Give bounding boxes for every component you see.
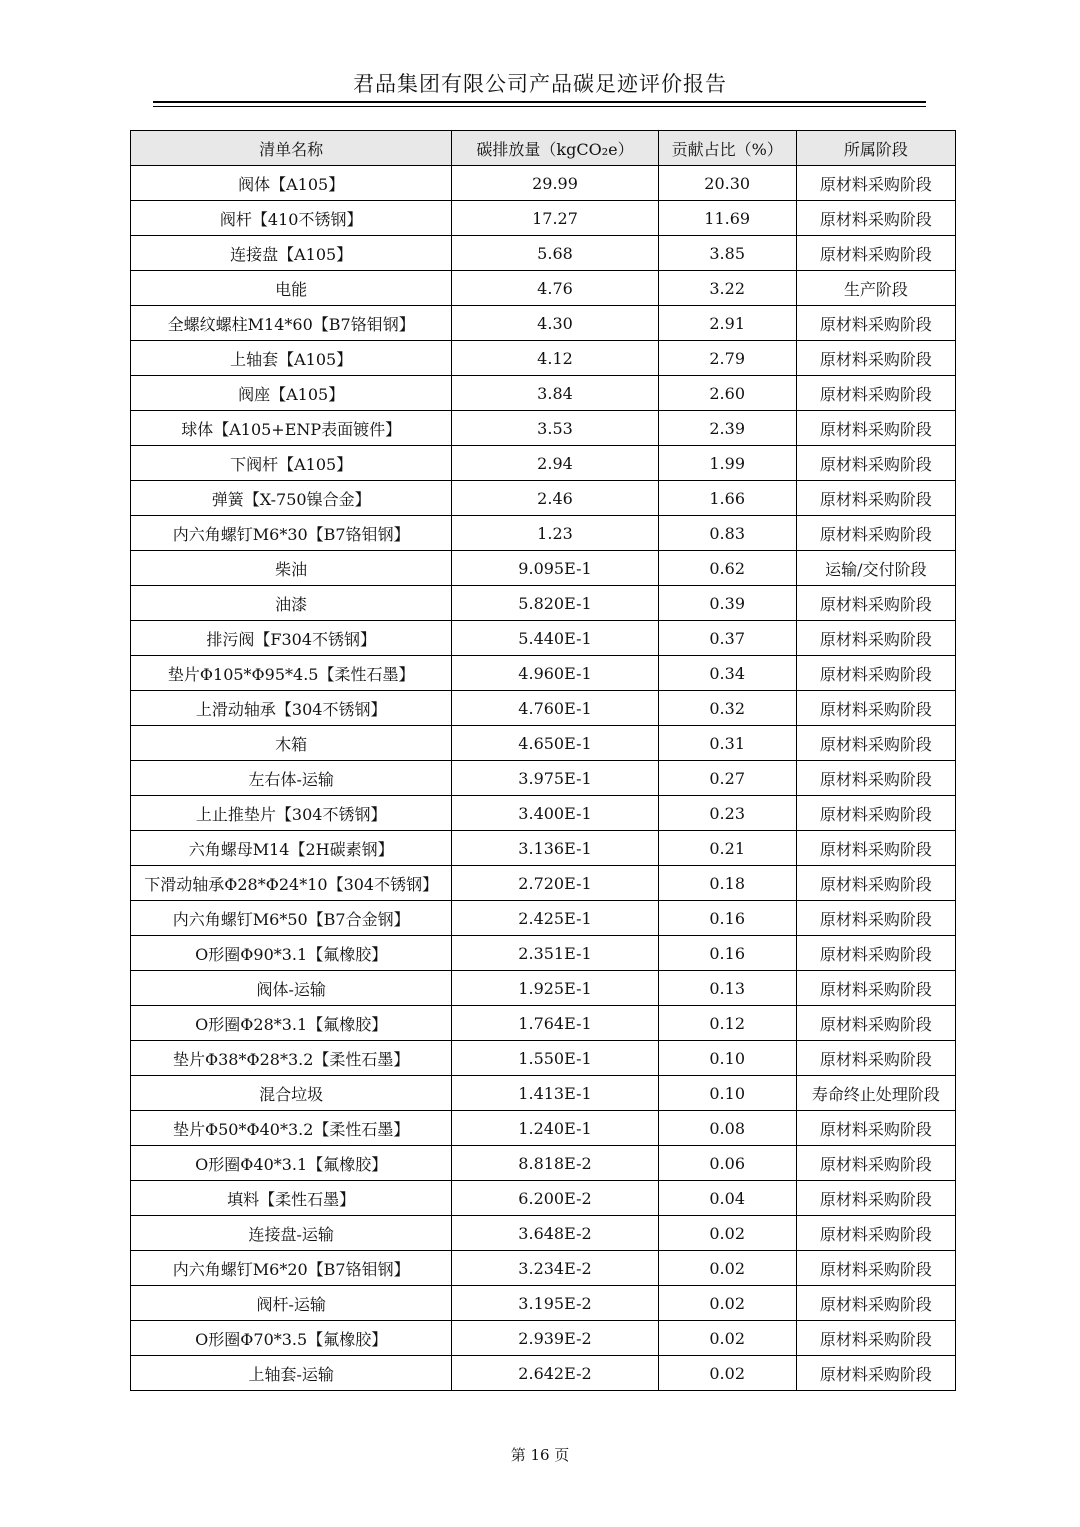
stage-cell: 原材料采购阶段 [796,971,955,1006]
stage-cell: 原材料采购阶段 [796,1111,955,1146]
stage-cell: 原材料采购阶段 [796,201,955,236]
share-cell: 0.31 [658,726,796,761]
stage-cell: 原材料采购阶段 [796,796,955,831]
table-row [131,341,956,376]
item-name-cell: 阀体【A105】 [131,166,452,201]
emission-cell: 3.195E-2 [452,1286,658,1321]
item-name-cell: 垫片Φ38*Φ28*3.2【柔性石墨】 [131,1041,452,1076]
stage-cell: 原材料采购阶段 [796,1181,955,1216]
share-cell: 0.18 [658,866,796,901]
share-cell: 0.21 [658,831,796,866]
table-row [131,1076,956,1111]
share-cell: 0.32 [658,691,796,726]
emission-cell: 2.425E-1 [452,901,658,936]
stage-cell: 原材料采购阶段 [796,1321,955,1356]
emission-cell: 4.650E-1 [452,726,658,761]
table-row [131,1286,956,1321]
stage-cell: 原材料采购阶段 [796,481,955,516]
item-name-cell: 上滑动轴承【304不锈钢】 [131,691,452,726]
item-name-cell: 阀座【A105】 [131,376,452,411]
inventory-table [130,130,956,1391]
table-row [131,796,956,831]
emission-cell: 1.23 [452,516,658,551]
table-row [131,446,956,481]
share-cell: 0.06 [658,1146,796,1181]
stage-cell: 原材料采购阶段 [796,1216,955,1251]
item-name-cell: 垫片Φ50*Φ40*3.2【柔性石墨】 [131,1111,452,1146]
table-row [131,551,956,586]
stage-cell: 寿命终止处理阶段 [796,1076,955,1111]
report-title: 君品集团有限公司产品碳足迹评价报告 [353,72,727,96]
stage-cell: 运输/交付阶段 [796,551,955,586]
stage-cell: 原材料采购阶段 [796,306,955,341]
stage-cell: 原材料采购阶段 [796,236,955,271]
header-rule-thick [153,101,926,103]
item-name-cell: 油漆 [131,586,452,621]
emission-cell: 4.12 [452,341,658,376]
share-cell: 0.12 [658,1006,796,1041]
stage-cell: 原材料采购阶段 [796,446,955,481]
item-name-cell: 木箱 [131,726,452,761]
stage-cell: 原材料采购阶段 [796,586,955,621]
share-cell: 0.34 [658,656,796,691]
share-cell: 0.02 [658,1251,796,1286]
table-row [131,761,956,796]
item-name-cell: O形圈Φ90*3.1【氟橡胶】 [131,936,452,971]
emission-cell: 4.30 [452,306,658,341]
table-row [131,271,956,306]
stage-cell: 原材料采购阶段 [796,516,955,551]
share-cell: 0.16 [658,936,796,971]
emission-cell: 3.975E-1 [452,761,658,796]
emission-cell: 5.820E-1 [452,586,658,621]
header-row [131,131,956,166]
item-name-cell: 电能 [131,271,452,306]
item-name-cell: 阀杆-运输 [131,1286,452,1321]
table-row [131,481,956,516]
emission-cell: 4.76 [452,271,658,306]
share-cell: 0.02 [658,1216,796,1251]
table-row [131,691,956,726]
table-row [131,1146,956,1181]
stage-cell: 原材料采购阶段 [796,1356,955,1391]
stage-cell: 原材料采购阶段 [796,166,955,201]
share-cell: 0.23 [658,796,796,831]
emission-cell: 8.818E-2 [452,1146,658,1181]
header-stage: 所属阶段 [796,131,955,166]
emission-cell: 2.642E-2 [452,1356,658,1391]
table-body [131,166,956,1391]
share-cell: 11.69 [658,201,796,236]
stage-cell: 原材料采购阶段 [796,726,955,761]
item-name-cell: 内六角螺钉M6*20【B7铬钼钢】 [131,1251,452,1286]
emission-cell: 2.720E-1 [452,866,658,901]
stage-cell: 原材料采购阶段 [796,1006,955,1041]
header-rule-thin [153,106,926,107]
item-name-cell: O形圈Φ28*3.1【氟橡胶】 [131,1006,452,1041]
emission-cell: 2.94 [452,446,658,481]
emission-cell: 4.960E-1 [452,656,658,691]
table-row [131,726,956,761]
table-row [131,831,956,866]
table-row [131,971,956,1006]
share-cell: 2.91 [658,306,796,341]
share-cell: 1.66 [658,481,796,516]
emission-cell: 2.939E-2 [452,1321,658,1356]
share-cell: 20.30 [658,166,796,201]
emission-cell: 1.240E-1 [452,1111,658,1146]
emission-cell: 2.46 [452,481,658,516]
stage-cell: 原材料采购阶段 [796,1146,955,1181]
stage-cell: 原材料采购阶段 [796,866,955,901]
emission-cell: 1.413E-1 [452,1076,658,1111]
share-cell: 0.16 [658,901,796,936]
share-cell: 0.27 [658,761,796,796]
item-name-cell: 球体【A105+ENP表面镀件】 [131,411,452,446]
item-name-cell: 排污阀【F304不锈钢】 [131,621,452,656]
item-name-cell: 阀体-运输 [131,971,452,1006]
share-cell: 0.10 [658,1076,796,1111]
table-header [131,131,956,166]
table-row [131,586,956,621]
table-row [131,1181,956,1216]
emission-cell: 9.095E-1 [452,551,658,586]
table-row [131,866,956,901]
share-cell: 2.39 [658,411,796,446]
table-row [131,166,956,201]
table-row [131,1251,956,1286]
stage-cell: 原材料采购阶段 [796,831,955,866]
stage-cell: 原材料采购阶段 [796,1041,955,1076]
share-cell: 0.02 [658,1286,796,1321]
stage-cell: 生产阶段 [796,271,955,306]
share-cell: 0.39 [658,586,796,621]
emission-cell: 1.925E-1 [452,971,658,1006]
item-name-cell: 柴油 [131,551,452,586]
share-cell: 0.13 [658,971,796,1006]
item-name-cell: 连接盘【A105】 [131,236,452,271]
emission-cell: 5.440E-1 [452,621,658,656]
page-number: 第 16 页 [510,1446,570,1464]
item-name-cell: 内六角螺钉M6*50【B7合金钢】 [131,901,452,936]
emission-cell: 4.760E-1 [452,691,658,726]
share-cell: 0.10 [658,1041,796,1076]
emission-cell: 6.200E-2 [452,1181,658,1216]
share-cell: 1.99 [658,446,796,481]
stage-cell: 原材料采购阶段 [796,901,955,936]
item-name-cell: 下阀杆【A105】 [131,446,452,481]
item-name-cell: 阀杆【410不锈钢】 [131,201,452,236]
emission-cell: 1.550E-1 [452,1041,658,1076]
share-cell: 0.04 [658,1181,796,1216]
emission-cell: 2.351E-1 [452,936,658,971]
share-cell: 0.37 [658,621,796,656]
table-row [131,236,956,271]
item-name-cell: 填料【柔性石墨】 [131,1181,452,1216]
stage-cell: 原材料采购阶段 [796,691,955,726]
stage-cell: 原材料采购阶段 [796,341,955,376]
table-row [131,376,956,411]
item-name-cell: 弹簧【X-750镍合金】 [131,481,452,516]
header-share: 贡献占比（%） [658,131,796,166]
stage-cell: 原材料采购阶段 [796,376,955,411]
item-name-cell: 下滑动轴承Φ28*Φ24*10【304不锈钢】 [131,866,452,901]
emission-cell: 3.53 [452,411,658,446]
item-name-cell: 六角螺母M14【2H碳素钢】 [131,831,452,866]
table-row [131,516,956,551]
table-row [131,936,956,971]
table-row [131,621,956,656]
share-cell: 0.62 [658,551,796,586]
emission-cell: 3.400E-1 [452,796,658,831]
share-cell: 3.22 [658,271,796,306]
item-name-cell: 全螺纹螺柱M14*60【B7铬钼钢】 [131,306,452,341]
stage-cell: 原材料采购阶段 [796,1251,955,1286]
table-row [131,901,956,936]
header-item-name: 清单名称 [131,131,452,166]
header-emission: 碳排放量（kgCO₂e） [452,131,658,166]
table-row [131,1356,956,1391]
emission-cell: 17.27 [452,201,658,236]
table-row [131,1321,956,1356]
emission-cell: 3.84 [452,376,658,411]
stage-cell: 原材料采购阶段 [796,1286,955,1321]
table-row [131,1006,956,1041]
item-name-cell: 连接盘-运输 [131,1216,452,1251]
share-cell: 2.60 [658,376,796,411]
item-name-cell: 上止推垫片【304不锈钢】 [131,796,452,831]
share-cell: 3.85 [658,236,796,271]
stage-cell: 原材料采购阶段 [796,411,955,446]
stage-cell: 原材料采购阶段 [796,656,955,691]
table-row [131,1111,956,1146]
share-cell: 0.02 [658,1356,796,1391]
table-row [131,656,956,691]
stage-cell: 原材料采购阶段 [796,761,955,796]
table-row [131,1216,956,1251]
emission-cell: 3.136E-1 [452,831,658,866]
emission-cell: 5.68 [452,236,658,271]
share-cell: 2.79 [658,341,796,376]
item-name-cell: 内六角螺钉M6*30【B7铬钼钢】 [131,516,452,551]
share-cell: 0.83 [658,516,796,551]
item-name-cell: 垫片Φ105*Φ95*4.5【柔性石墨】 [131,656,452,691]
share-cell: 0.08 [658,1111,796,1146]
item-name-cell: 左右体-运输 [131,761,452,796]
item-name-cell: O形圈Φ40*3.1【氟橡胶】 [131,1146,452,1181]
stage-cell: 原材料采购阶段 [796,936,955,971]
table-row [131,201,956,236]
item-name-cell: 上轴套【A105】 [131,341,452,376]
table-row [131,411,956,446]
item-name-cell: O形圈Φ70*3.5【氟橡胶】 [131,1321,452,1356]
table-row [131,1041,956,1076]
emission-cell: 29.99 [452,166,658,201]
share-cell: 0.02 [658,1321,796,1356]
item-name-cell: 混合垃圾 [131,1076,452,1111]
emission-cell: 3.648E-2 [452,1216,658,1251]
stage-cell: 原材料采购阶段 [796,621,955,656]
emission-cell: 3.234E-2 [452,1251,658,1286]
item-name-cell: 上轴套-运输 [131,1356,452,1391]
emission-cell: 1.764E-1 [452,1006,658,1041]
table-row [131,306,956,341]
